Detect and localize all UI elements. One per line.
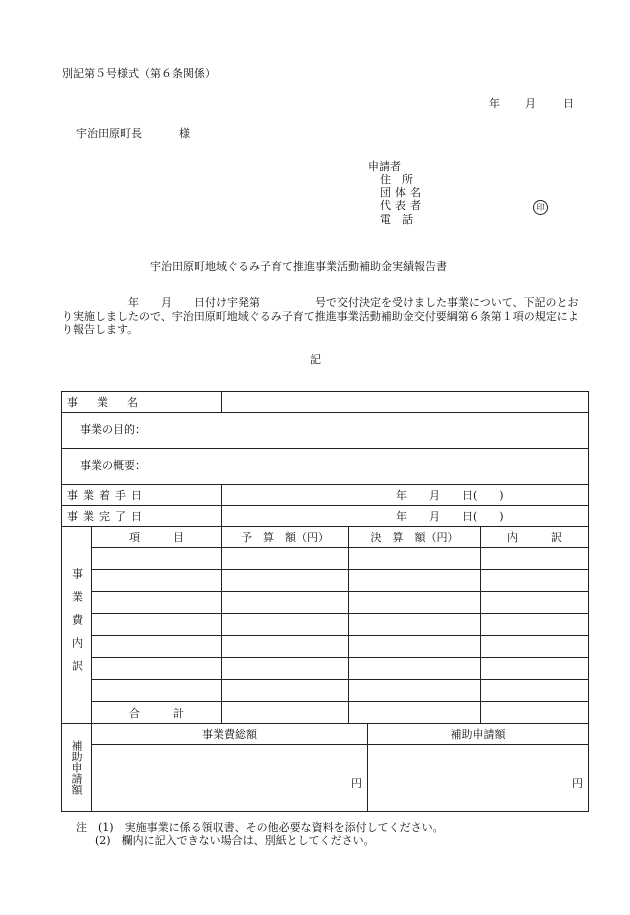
total-project-cost-field[interactable] [92, 745, 368, 812]
seal-mark: 印 [533, 200, 548, 215]
purpose-label: 事業の目的： [80, 423, 146, 436]
detail-cell[interactable] [481, 636, 589, 658]
form-header: 別記第５号様式（第６条関係） [62, 67, 216, 80]
note-1: 実施事業に係る領収書、その他必要な資料を添付してください。 [124, 821, 444, 834]
actual-cell[interactable] [349, 680, 481, 702]
subsidy-request-field[interactable] [368, 745, 589, 812]
budget-cell[interactable] [222, 548, 349, 570]
overview-field[interactable] [62, 449, 589, 485]
overview-label: 事業の概要： [80, 459, 146, 472]
project-name-field[interactable] [222, 392, 589, 413]
document-title: 宇治田原町地域ぐるみ子育て推進事業活動補助金実績報告書 [150, 260, 447, 273]
date-year: 年 [489, 97, 500, 110]
end-date-label-cell [62, 506, 222, 527]
ki-label: 記 [310, 353, 321, 366]
end-date-field[interactable] [222, 506, 589, 527]
total-label: 合 計 [92, 702, 222, 724]
total-project-cost-header: 事業費総額 [92, 724, 368, 745]
subsidy-label-cell [62, 724, 92, 812]
total-detail-cell[interactable] [481, 702, 589, 724]
budget-cell[interactable] [222, 636, 349, 658]
subsidy-request-header: 補助申請額 [368, 724, 589, 745]
budget-cell[interactable] [222, 570, 349, 592]
report-table [61, 391, 589, 812]
detail-cell[interactable] [481, 614, 589, 636]
project-name-label: 事業名 [67, 396, 157, 409]
end-date-text: 年 月 日( ) [396, 510, 504, 523]
actual-cell[interactable] [349, 592, 481, 614]
purpose-field[interactable] [62, 413, 589, 449]
applicant-heading: 申請者 [368, 160, 401, 173]
item-cell[interactable] [92, 614, 222, 636]
actual-cell[interactable] [349, 570, 481, 592]
detail-cell[interactable] [481, 570, 589, 592]
yen-unit: 円 [351, 777, 362, 790]
start-date-text: 年 月 日( ) [396, 489, 504, 502]
start-date-field[interactable] [222, 485, 589, 506]
item-cell[interactable] [92, 570, 222, 592]
project-name-label-cell [62, 392, 222, 413]
col-item-header: 項 目 [92, 527, 222, 548]
detail-cell[interactable] [481, 658, 589, 680]
start-date-label: 事業着手日 [67, 489, 147, 502]
subsidy-label: 補助申請額 [70, 740, 83, 795]
applicant-group-label: 団体名 [380, 186, 425, 199]
applicant-address-label: 住 所 [380, 173, 413, 186]
date-month: 月 [525, 97, 536, 110]
actual-cell[interactable] [349, 548, 481, 570]
note-2-number: (2) [95, 833, 111, 847]
item-cell[interactable] [92, 548, 222, 570]
applicant-rep-label: 代表者 [380, 199, 425, 212]
col-budget-header: 予 算 額（円） [222, 527, 349, 548]
item-cell[interactable] [92, 592, 222, 614]
end-date-label: 事業完了日 [67, 510, 147, 523]
start-date-label-cell [62, 485, 222, 506]
breakdown-label: 事業費内訳 [70, 567, 84, 683]
detail-cell[interactable] [481, 680, 589, 702]
detail-cell[interactable] [481, 548, 589, 570]
item-cell[interactable] [92, 680, 222, 702]
recipient-honorific: 様 [179, 127, 190, 140]
yen-unit: 円 [572, 777, 583, 790]
col-actual-header: 決 算 額（円） [349, 527, 481, 548]
recipient-name: 宇治田原町長 [76, 127, 142, 140]
budget-cell[interactable] [222, 680, 349, 702]
notes [76, 822, 444, 847]
body-paragraph: 年 月 日付け宇発第 号で交付決定を受けました事業について、下記のとおり実施しましたので、宇治田原町地域ぐるみ子育て推進事業活動補助金交付要綱第６条第１項の規定により報告します。 [62, 296, 579, 337]
applicant-phone-label: 電 話 [380, 213, 413, 226]
actual-cell[interactable] [349, 658, 481, 680]
budget-cell[interactable] [222, 614, 349, 636]
breakdown-label-cell [62, 527, 92, 724]
actual-cell[interactable] [349, 636, 481, 658]
note-2: 欄内に記入できない場合は、別紙としてください。 [121, 833, 375, 847]
actual-cell[interactable] [349, 614, 481, 636]
notes-label: 注 [76, 821, 87, 834]
col-detail-header: 内 訳 [481, 527, 589, 548]
item-cell[interactable] [92, 636, 222, 658]
date-day: 日 [563, 97, 574, 110]
detail-cell[interactable] [481, 592, 589, 614]
budget-cell[interactable] [222, 592, 349, 614]
note-1-number: (1) [98, 821, 114, 834]
total-budget-cell[interactable] [222, 702, 349, 724]
budget-cell[interactable] [222, 658, 349, 680]
item-cell[interactable] [92, 658, 222, 680]
total-actual-cell[interactable] [349, 702, 481, 724]
